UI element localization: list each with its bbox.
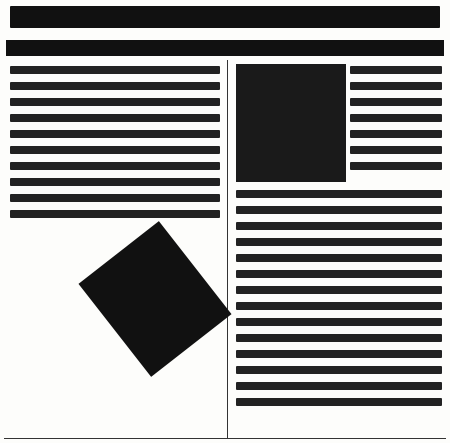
column-rule bbox=[227, 60, 228, 438]
bottom-rule bbox=[4, 438, 446, 439]
right-column-body bbox=[236, 190, 442, 414]
masthead-logo bbox=[78, 221, 231, 377]
portrait-photo bbox=[236, 64, 346, 182]
right-column-top bbox=[350, 66, 442, 178]
headline bbox=[10, 6, 440, 36]
headline-band bbox=[6, 40, 444, 56]
left-column-body bbox=[10, 66, 220, 226]
